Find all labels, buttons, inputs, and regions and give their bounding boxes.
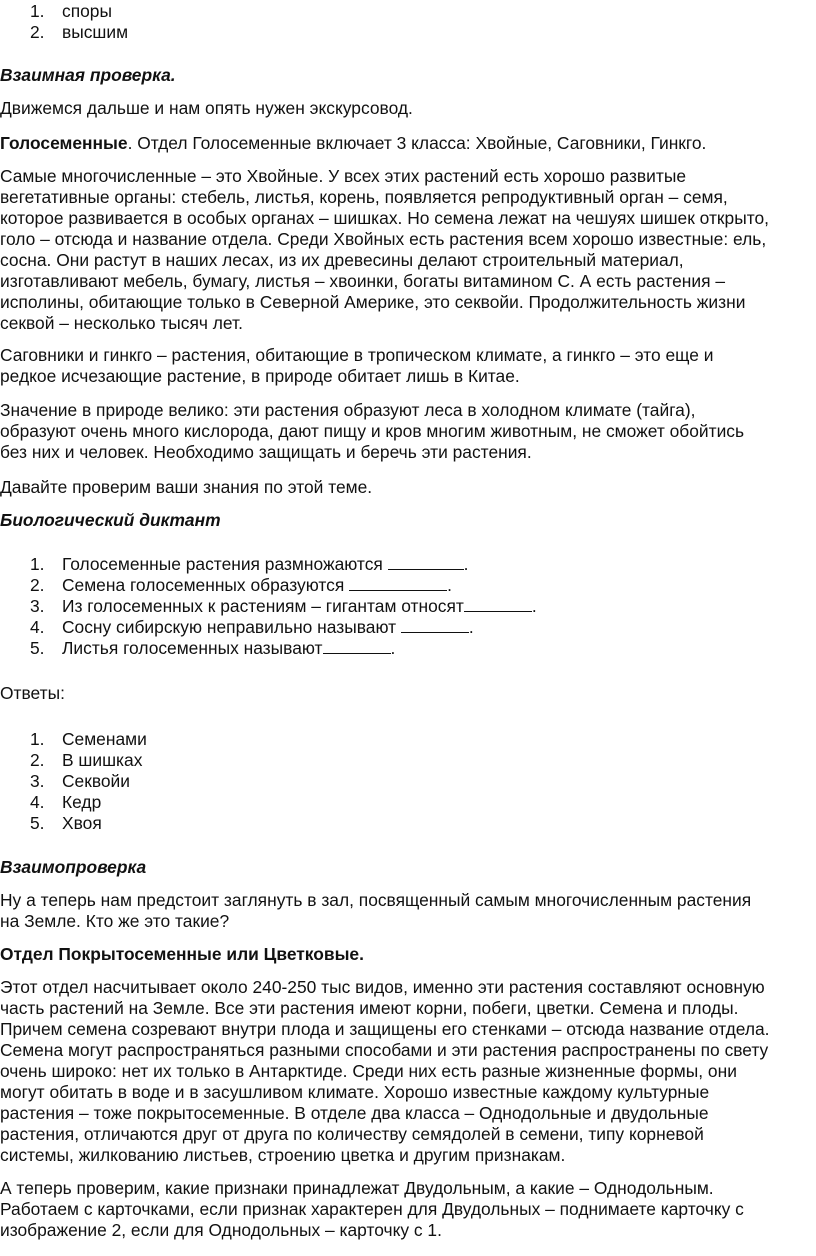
dictation-item — [0, 554, 537, 575]
paragraph-check-knowledge: Давайте проверим ваши знания по этой теме. — [0, 477, 373, 497]
heading-peer-check: Взаимопроверка — [0, 857, 147, 877]
list-item-text: споры — [62, 1, 112, 21]
list-number: 4. — [30, 792, 45, 812]
list-number: 1. — [30, 1, 45, 21]
dictation-tail: . — [531, 596, 537, 616]
text-line: редкое исчезающие растение, в природе обитает лишь в Китае. — [0, 366, 520, 386]
heading-mutual-check: Взаимная проверка. — [0, 65, 176, 85]
text-line: растения – тоже покрытосеменные. В отделе два класса – Однодольные и двудольные — [0, 1103, 709, 1123]
dictation-item — [0, 575, 537, 596]
list-number: 3. — [30, 771, 45, 791]
text-line: Работаем с карточками, если признак характерен для Двудольных – поднимаете карточку с — [0, 1199, 744, 1219]
answers-label: Ответы: — [0, 683, 65, 703]
paragraph-conifers — [0, 166, 812, 334]
list-item — [0, 22, 128, 43]
answer-item — [0, 729, 147, 750]
text-line: растения, отличаются друг от друга по количеству семядолей в семени, типу корневой — [0, 1124, 704, 1144]
text-line: голо – отсюда и название отдела. Среди Хвойных есть растения всем хорошо известные: ель, — [0, 229, 767, 249]
text-line: Значение в природе велико: эти растения образуют леса в холодном климате (тайга), — [0, 400, 696, 420]
list-number: 2. — [30, 22, 45, 42]
dictation-tail: . — [463, 554, 469, 574]
paragraph-cards — [0, 1178, 812, 1241]
paragraph-guide: Движемся дальше и нам опять нужен экскурсовод. — [0, 98, 413, 118]
text-line: которое развивается в особых органах – шишках. Но семена лежат на чешуях шишек открыто, — [0, 208, 769, 228]
text-line: часть растений на Земле. Все эти растения имеют корни, побеги, цветки. Семена и плоды. — [0, 998, 739, 1018]
gymnosperms-text: . Отдел Голосеменные включает 3 класса: Хвойные, Саговники, Гинкго. — [127, 133, 707, 153]
answer-text: Секвойи — [62, 771, 130, 791]
paragraph-hall — [0, 890, 812, 932]
term-gymnosperms: Голосеменные — [0, 133, 128, 153]
dictation-text: Из голосеменных к растениям – гигантам относят — [62, 596, 464, 616]
dictation-item — [0, 596, 537, 617]
text-line: очень широко: нет их только в Антарктиде. Среди них есть разные жизненные формы, они — [0, 1061, 737, 1081]
text-line: системы, жилкованию листьев, строению цветка и другим признакам. — [0, 1145, 566, 1165]
paragraph-gymnosperms — [0, 133, 812, 154]
text-line: А теперь проверим, какие признаки принадлежат Двудольным, а какие – Однодольным. — [0, 1178, 714, 1198]
answer-blank — [323, 638, 391, 654]
answer-text: Хвоя — [62, 813, 102, 833]
dictation-item — [0, 617, 537, 638]
answer-blank — [388, 554, 464, 570]
heading-dictation: Биологический диктант — [0, 510, 221, 530]
paragraph-angiosperms — [0, 977, 812, 1166]
dictation-text: Листья голосеменных называют — [62, 638, 323, 658]
dictation-text: Семена голосеменных образуются — [62, 575, 350, 595]
text-line: Самые многочисленные – это Хвойные. У всех этих растений есть хорошо развитые — [0, 166, 686, 186]
answer-blank — [401, 617, 469, 633]
answers-list — [0, 729, 147, 834]
paragraph-cycads — [0, 345, 812, 387]
text-line: изготавливают мебель, бумагу, листья – хвоинки, богаты витамином С. А есть растения – — [0, 271, 726, 291]
list-number: 4. — [30, 617, 45, 637]
dictation-text: Сосну сибирскую неправильно называют — [62, 617, 401, 637]
text-line: могут обитать в воде и в засушливом климате. Хорошо известные каждому культурные — [0, 1082, 710, 1102]
text-line: Этот отдел насчитывает около 240-250 тыс видов, именно эти растения составляют основную — [0, 977, 765, 997]
text-line: Ну а теперь нам предстоит заглянуть в зал, посвященный самым многочисленным растения — [0, 890, 752, 910]
list-item-text: высшим — [62, 22, 129, 42]
answer-text: Семенами — [62, 729, 147, 749]
answer-blank — [464, 596, 532, 612]
text-line: изображение 2, если для Однодольных – карточку с 1. — [0, 1220, 442, 1240]
list-number: 1. — [30, 729, 45, 749]
text-line: Причем семена созревают внутри плода и защищены его стенками – отсюда название отдела. — [0, 1019, 770, 1039]
text-line: вегетативные органы: стебель, листья, корень, появляется репродуктивный орган – семя, — [0, 187, 728, 207]
text-line: на Земле. Кто же это такие? — [0, 911, 230, 931]
text-line: исполины, обитающие только в Северной Америке, это секвойи. Продолжительность жизни — [0, 292, 746, 312]
dictation-tail: . — [390, 638, 396, 658]
list-number: 5. — [30, 638, 45, 658]
paragraph-importance — [0, 400, 812, 463]
list-number: 3. — [30, 596, 45, 616]
text-line: образуют очень много кислорода, дают пищу и кров многим животным, не сможет обойтись — [0, 421, 745, 441]
answer-item — [0, 813, 147, 834]
heading-angiosperms: Отдел Покрытосеменные или Цветковые. — [0, 944, 364, 964]
list-item — [0, 1, 128, 22]
text-line: секвой – несколько тысяч лет. — [0, 313, 243, 333]
text-line: сосна. Они растут в наших лесах, из их древесины делают строительный материал, — [0, 250, 684, 270]
answer-text: В шишках — [62, 750, 143, 770]
text-line: Семена могут распространяться разными способами и эти растения распространены по свету — [0, 1040, 769, 1060]
answer-text: Кедр — [62, 792, 102, 812]
list-number: 1. — [30, 554, 45, 574]
text-line: без них и человек. Необходимо защищать и беречь эти растения. — [0, 442, 532, 462]
dictation-text: Голосеменные растения размножаются — [62, 554, 388, 574]
answer-item — [0, 771, 147, 792]
dictation-tail: . — [468, 617, 474, 637]
dictation-list — [0, 554, 537, 659]
list-number: 2. — [30, 750, 45, 770]
dictation-item — [0, 638, 537, 659]
list-number: 5. — [30, 813, 45, 833]
dictation-tail: . — [447, 575, 452, 595]
top-list — [0, 1, 128, 43]
answer-blank — [349, 575, 447, 591]
answer-item — [0, 750, 147, 771]
text-line: Саговники и гинкго – растения, обитающие в тропическом климате, а гинкго – это еще и — [0, 345, 714, 365]
list-number: 2. — [30, 575, 45, 595]
answer-item — [0, 792, 147, 813]
